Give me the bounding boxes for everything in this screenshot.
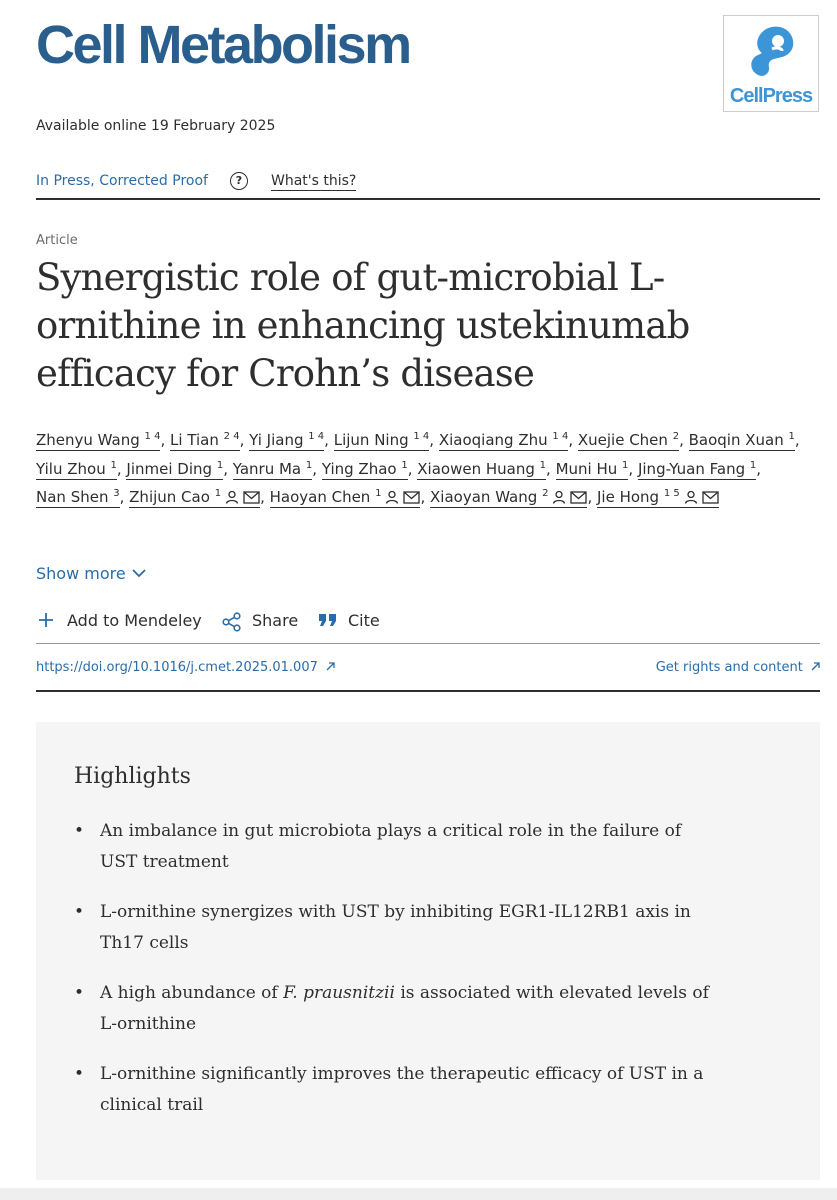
- author-name: Ying Zhao: [321, 459, 397, 478]
- author-name: Xiaowen Huang: [417, 459, 535, 478]
- cite-label: Cite: [348, 611, 380, 630]
- mendeley-label: Add to Mendeley: [67, 611, 202, 630]
- email-icon: [403, 485, 420, 514]
- author-name: Muni Hu: [555, 459, 618, 478]
- person-icon: [385, 485, 399, 514]
- author-affiliation: 1: [539, 459, 547, 471]
- author-affiliation: 1: [401, 459, 408, 471]
- show-more-button[interactable]: [36, 564, 146, 583]
- divider: [36, 690, 820, 692]
- rights-text: Get rights and content: [655, 660, 803, 675]
- email-icon: [702, 485, 719, 514]
- available-online-date: Available online 19 February 2025: [36, 118, 276, 134]
- highlight-item: [74, 978, 714, 1040]
- person-icon: [684, 485, 698, 514]
- author-name: Lijun Ning: [333, 431, 409, 449]
- author-link[interactable]: [249, 431, 324, 451]
- author-link[interactable]: [126, 460, 223, 480]
- highlights-heading: Highlights: [74, 764, 191, 789]
- person-icon: [552, 485, 566, 514]
- species-name: F. prausnitzii: [283, 983, 395, 1003]
- author-affiliation: 1: [622, 459, 629, 471]
- author-name: Xuejie Chen: [577, 431, 668, 449]
- external-link-icon: [326, 662, 335, 671]
- doi-text: https://doi.org/10.1016/j.cmet.2025.01.007: [36, 660, 318, 675]
- author-link[interactable]: [430, 488, 587, 508]
- highlight-text: is associated with elevated levels of L-ornithine: [100, 983, 709, 1034]
- email-icon: [243, 485, 260, 514]
- share-icon: [222, 612, 242, 632]
- article-title: Synergistic role of gut-microbial L-ornithine in enhancing ustekinumab efficacy for Crohn’s disease: [36, 256, 690, 395]
- author-affiliation: 1 4: [144, 431, 161, 442]
- author-name: Xiaoyan Wang: [430, 488, 538, 506]
- author-name: Li Tian: [170, 431, 219, 449]
- author-affiliation: 1 4: [552, 431, 569, 442]
- highlight-item: • L-ornithine significantly improves the therapeutic efficacy of UST in a clinical trail: [74, 1059, 714, 1121]
- author-link[interactable]: [578, 431, 679, 451]
- quote-icon: [318, 612, 338, 628]
- whats-this-link[interactable]: What's this?: [271, 173, 357, 189]
- author-link[interactable]: [439, 431, 568, 451]
- author-list: Zhenyu Wang $^{1 4}$, Li Tian $^{2 4}$, Yi Jiang $^{1 4}$, Lijun Ning $^{1 4}$, Xiaoqiang Zhu $^{1 4}$, Xuejie Chen $^2$, Baoqin Xuan $^1$, Yilu Zhou $^1$, Jinmei Ding $^1$, Yanru Ma $^1$, Ying Zhao $^1$, Xiaowen Huang $^1$, Muni Hu $^1$, Jing-Yuan Fang $^1$, Nan Shen $^3$, Zhijun Cao $^1$ , Haoyan Chen $^1$ , Xiaoyan Wang $^2$ , Jie Hong $^{1 5}$: [36, 426, 826, 514]
- cite-button[interactable]: [318, 610, 388, 632]
- cellpress-logo[interactable]: [723, 15, 819, 112]
- author-affiliation: 1: [749, 459, 757, 471]
- article-type-label: Article: [36, 233, 78, 248]
- author-name: Jing-Yuan Fang: [637, 459, 746, 478]
- external-link-icon: [811, 662, 820, 671]
- author-name: Zhenyu Wang: [36, 431, 140, 449]
- author-name: Zhijun Cao: [129, 488, 210, 506]
- author-link[interactable]: [597, 488, 719, 508]
- author-name: Nan Shen: [36, 488, 109, 506]
- author-affiliation: 1: [214, 488, 222, 499]
- author-affiliation: 1: [375, 488, 382, 499]
- author-link[interactable]: [322, 460, 408, 480]
- author-name: Haoyan Chen: [269, 488, 371, 506]
- author-link[interactable]: [233, 460, 313, 480]
- author-name: Yilu Zhou: [36, 459, 106, 478]
- page-bottom-edge: [0, 1188, 837, 1200]
- author-affiliation: 2: [542, 488, 549, 499]
- highlight-item: • L-ornithine synergizes with UST by inhibiting EGR1-IL12RB1 axis in Th17 cells: [74, 897, 714, 959]
- author-affiliation: 1: [305, 459, 313, 471]
- person-icon: [225, 485, 239, 514]
- author-link[interactable]: [689, 431, 795, 451]
- cellpress-logo-text: CellPress: [729, 85, 813, 107]
- author-link[interactable]: [36, 431, 160, 451]
- doi-link[interactable]: [36, 660, 335, 675]
- author-affiliation: 1: [216, 459, 224, 471]
- email-icon: [570, 485, 587, 514]
- get-rights-link[interactable]: [656, 660, 820, 675]
- author-link[interactable]: [36, 488, 120, 508]
- highlight-item: • An imbalance in gut microbiota plays a critical role in the failure of UST treatment: [74, 816, 714, 878]
- author-link[interactable]: [36, 460, 117, 480]
- cellpress-emblem-icon: [742, 21, 802, 81]
- author-affiliation: 1: [110, 459, 117, 471]
- highlight-text: A high abundance of: [100, 983, 284, 1003]
- author-name: Jinmei Ding: [126, 459, 213, 478]
- divider: [36, 643, 820, 644]
- plus-icon: [38, 612, 54, 628]
- author-name: Xiaoqiang Zhu: [438, 431, 548, 449]
- add-to-mendeley-button[interactable]: [36, 610, 206, 632]
- highlights-section: [36, 722, 820, 1180]
- show-more-label: Show more: [36, 564, 126, 583]
- author-affiliation: 1: [788, 431, 795, 442]
- author-link[interactable]: [170, 431, 240, 451]
- press-status-bar: [36, 172, 820, 200]
- author-affiliation: 2: [672, 431, 680, 442]
- author-name: Yanru Ma: [232, 459, 302, 478]
- author-link[interactable]: [334, 431, 430, 451]
- author-link[interactable]: [129, 488, 260, 508]
- help-icon[interactable]: ?: [230, 172, 248, 190]
- author-name: Jie Hong: [596, 488, 660, 506]
- share-button[interactable]: [222, 610, 302, 632]
- author-affiliation: 2 4: [223, 431, 240, 442]
- chevron-down-icon: [132, 569, 146, 578]
- share-label: Share: [252, 611, 299, 630]
- author-affiliation: 1 4: [413, 431, 430, 442]
- author-name: Baoqin Xuan: [688, 431, 784, 449]
- author-affiliation: 1 4: [308, 431, 325, 442]
- journal-title[interactable]: Cell Metabolism: [36, 15, 410, 75]
- author-link[interactable]: [270, 488, 421, 508]
- highlights-list: [74, 816, 714, 1140]
- author-affiliation: 3: [113, 488, 120, 499]
- press-status-link[interactable]: In Press, Corrected Proof: [36, 173, 208, 189]
- author-link[interactable]: [556, 460, 629, 480]
- author-affiliation: 1 5: [663, 488, 680, 499]
- author-link[interactable]: [638, 460, 756, 480]
- author-name: Yi Jiang: [249, 431, 304, 449]
- author-link[interactable]: [417, 460, 546, 480]
